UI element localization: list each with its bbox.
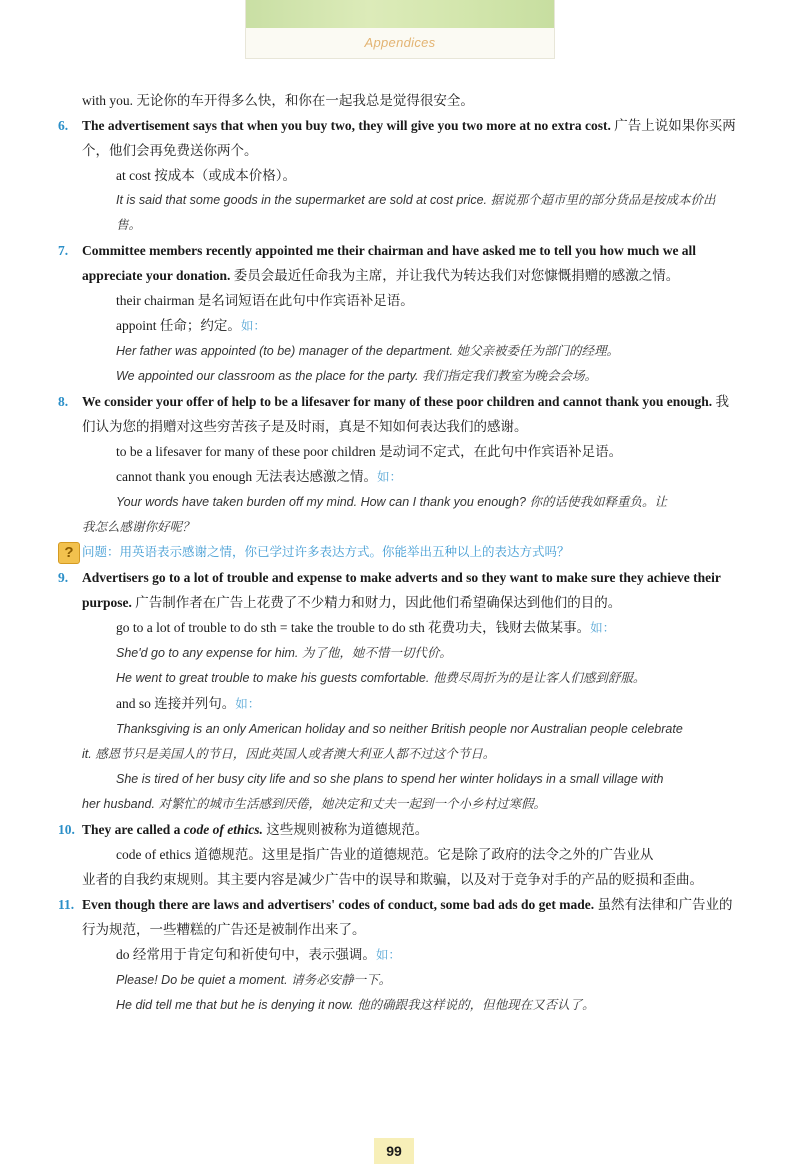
entry-8-question [58,540,738,565]
entry-9-heading [58,565,738,615]
entry-8-note-2 [58,464,738,490]
entry-9-ru-label-1: 如： [590,621,616,635]
entry-9 [58,565,738,817]
entry-8-heading [58,389,738,439]
entry-10-note-line-2: 业者的自我约束规则。其主要内容是减少广告中的误导和欺骗，以及对于竞争对手的产品的贬损和歪曲。 [82,872,703,887]
question-icon: ? [58,542,80,564]
entry-7-example-2: We appointed our classroom as the place for the party. 我们指定我们教室为晚会会场。 [116,369,597,383]
entry-9-number: 9. [58,570,69,585]
entry-10-number: 10. [58,822,75,837]
entry-7-note-2 [58,313,738,339]
entry-6-heading [58,113,738,163]
entry-6-note: at cost 按成本（或成本价格）。 [116,168,296,183]
entry-8-note-2-text: cannot thank you enough 无法表达感激之情。 [116,469,377,484]
entry-8-note-1: to be a lifesaver for many of these poor children 是动词不定式，在此句中作宾语补足语。 [116,444,623,459]
entry-9-note-1 [58,615,738,641]
entry-8-example-line-1: Your words have taken burden off my mind. How can I thank you enough? 你的话使我如释重负。让 [116,495,667,509]
entry-6 [58,113,738,238]
entry-10-english-plain: They are called a [82,822,184,837]
entry-9-example-3-line-1: Thanksgiving is an only American holiday and so neither British people nor Australian people celebrate [116,722,683,736]
entry-11-example-1: Please! Do be quiet a moment. 请务必安静一下。 [116,973,392,987]
entry-11-chinese: 虽然有法律和广告业的行为规范，一些糟糕的广告还是被制作出来了。 [82,897,733,937]
entry-9-example-4-line-2: her husband. 对繁忙的城市生活感到厌倦，她决定和丈夫一起到一个小乡村过寒假。 [82,797,546,811]
entry-7-number: 7. [58,243,69,258]
entry-9-example-2: He went to great trouble to make his guests comfortable. 他费尽周折为的是让客人们感到舒服。 [116,671,646,685]
entry-7-example-1: Her father was appointed (to be) manager of the department. 她父亲被委任为部门的经理。 [116,344,619,358]
entry-10-note-line-1: code of ethics 道德规范。这里是指广告业的道德规范。它是除了政府的法令之外的广告业从 [116,847,654,862]
entry-7-note-1: their chairman 是名词短语在此句中作宾语补足语。 [116,293,414,308]
entry-8 [58,389,738,565]
entry-11-number: 11. [58,897,75,912]
entry-11-english: Even though there are laws and advertisers' codes of conduct, some bad ads do get made. [82,897,595,912]
entry-9-example-4-line-1: She is tired of her busy city life and so she plans to spend her winter holidays in a small village with [116,772,664,786]
entry-9-example-1: She'd go to any expense for him. 为了他，她不惜一切代价。 [116,646,452,660]
entry-8-ru-label: 如： [376,470,402,484]
entry-8-example-line-2: 我怎么感谢你好呢？ [82,520,195,534]
entry-10-chinese: 这些规则被称为道德规范。 [266,822,429,837]
entry-11 [58,892,738,1018]
entry-6-number: 6. [58,118,69,133]
entry-11-note-text: do 经常用于肯定句和祈使句中，表示强调。 [116,947,376,962]
entry-7-note-2-text: appoint 任命；约定。 [116,318,241,333]
entry-8-english: We consider your offer of help to be a lifesaver for many of these poor children and cannot thank you enough. [82,394,713,409]
entry-7-ru-label: 如： [240,319,266,333]
entry-9-note-2-text: and so 连接并列句。 [116,696,236,711]
header-decorative-band [246,0,554,28]
entry-11-ru-label: 如： [375,948,401,962]
entry-8-number: 8. [58,394,69,409]
entry-7-chinese: 委员会最近任命我为主席，并让我代为转达我们对您慷慨捐赠的感激之情。 [233,268,680,283]
entry-7-heading [58,238,738,288]
entry-10-heading [58,817,738,842]
section-label: Appendices [364,35,436,50]
entry-11-example-2: He did tell me that but he is denying it now. 他的确跟我这样说的，但他现在又否认了。 [116,998,595,1012]
entry-7 [58,238,738,389]
entry-9-chinese: 广告制作者在广告上花费了不少精力和财力，因此他们希望确保达到他们的目的。 [135,595,622,610]
entry-9-english: Advertisers go to a lot of trouble and expense to make adverts and so they want to make sure they achieve their purpose. [82,570,721,610]
entry-9-example-3-line-2: it. 感恩节只是美国人的节日，因此英国人或者澳大利亚人都不过这个节日。 [82,747,496,761]
entry-9-ru-label-2: 如： [235,697,261,711]
entry-6-english: The advertisement says that when you buy two, they will give you two more at no extra cost. [82,118,611,133]
entry-7-english: Committee members recently appointed me their chairman and have asked me to tell you how much we all appreciate your donation. [82,243,697,283]
entry-9-note-1-text: go to a lot of trouble to do sth = take the trouble to do sth 花费功夫，钱财去做某事。 [116,620,591,635]
entry-11-note [58,942,738,968]
entry-10-english-emphasis: code of ethics. [183,822,263,837]
entry-6-chinese: 广告上说如果你买两个，他们会再免费送你两个。 [82,118,736,158]
entry-9-note-2 [58,691,738,717]
page-number: 99 [374,1138,414,1164]
entry-6-example: It is said that some goods in the supermarket are sold at cost price. 据说那个超市里的部分货品是按成本价出售。 [116,193,716,232]
entry-8-question-text: 问题：用英语表示感谢之情，你已学过许多表达方式。你能举出五种以上的表达方式吗？ [82,545,570,559]
entry-8-chinese: 我们认为您的捐赠对这些穷苦孩子是及时雨，真是不知如何表达我们的感谢。 [82,394,730,434]
entry-11-heading [58,892,738,942]
page-content [58,88,738,1018]
entry-10-english [82,822,263,837]
appendix-header-tab [246,0,554,58]
entry-10 [58,817,738,892]
lead-text: with you. 无论你的车开得多么快，和你在一起我总是觉得很安全。 [82,93,474,108]
